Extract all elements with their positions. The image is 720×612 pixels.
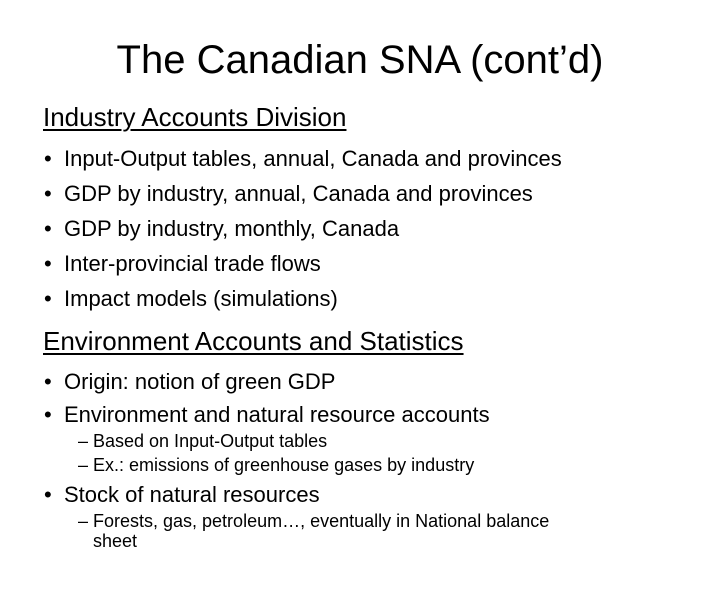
list-item-text: Origin: notion of green GDP bbox=[64, 369, 336, 394]
list-item bbox=[44, 214, 562, 249]
list-item-text: Inter-provincial trade flows bbox=[64, 251, 321, 276]
bullet-icon: • bbox=[44, 482, 52, 507]
list-item bbox=[44, 483, 320, 507]
list-item bbox=[44, 284, 562, 319]
sub-list-item-text: Ex.: emissions of greenhouse gases by industry bbox=[93, 455, 475, 475]
bullet-icon: • bbox=[44, 181, 52, 206]
list-item-text: GDP by industry, annual, Canada and provinces bbox=[64, 181, 533, 206]
sub-list-item-text: Based on Input-Output tables bbox=[93, 431, 328, 451]
list-item-text: Impact models (simulations) bbox=[64, 286, 338, 311]
list-item bbox=[44, 179, 562, 214]
list-item-text: Input-Output tables, annual, Canada and provinces bbox=[64, 146, 562, 171]
dash-icon: – bbox=[78, 431, 89, 451]
bullet-icon: • bbox=[44, 402, 52, 427]
dash-icon: – bbox=[78, 455, 89, 475]
list-item bbox=[44, 370, 335, 394]
sub-list-item-text: Forests, gas, petroleum…, eventually in National balance bbox=[93, 511, 550, 531]
bullet-icon: • bbox=[44, 251, 52, 276]
list-item-text: GDP by industry, monthly, Canada bbox=[64, 216, 400, 241]
sub-list-item bbox=[78, 455, 474, 475]
industry-bullet-list bbox=[44, 144, 562, 319]
bullet-icon: • bbox=[44, 146, 52, 171]
list-item-text: Environment and natural resource accounts bbox=[64, 402, 490, 427]
bullet-icon: • bbox=[44, 216, 52, 241]
slide-title: The Canadian SNA (cont’d) bbox=[116, 38, 604, 82]
bullet-icon: • bbox=[44, 369, 52, 394]
sub-list-item bbox=[78, 431, 327, 451]
list-item-text: Stock of natural resources bbox=[64, 482, 320, 507]
list-item bbox=[44, 144, 562, 179]
list-item bbox=[44, 249, 562, 284]
sub-list-item-continuation: sheet bbox=[93, 531, 138, 551]
environment-section-heading: Environment Accounts and Statistics bbox=[43, 326, 464, 356]
industry-section-heading: Industry Accounts Division bbox=[43, 102, 347, 132]
list-item bbox=[44, 403, 490, 427]
sub-list-item bbox=[78, 511, 549, 531]
bullet-icon: • bbox=[44, 286, 52, 311]
dash-icon: – bbox=[78, 511, 89, 531]
